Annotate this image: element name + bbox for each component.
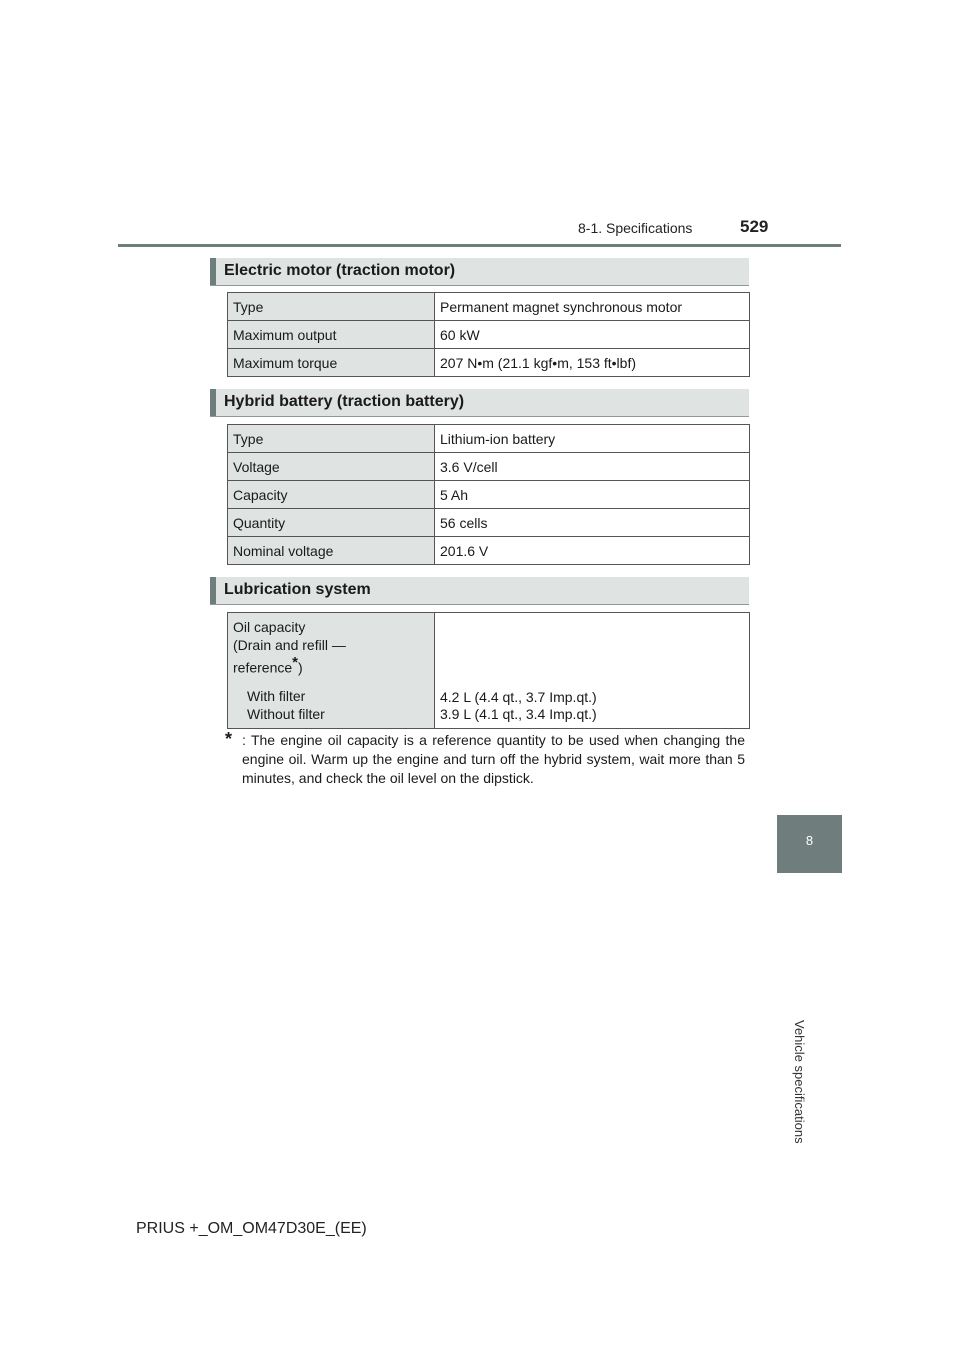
without-filter-label: Without filter	[247, 705, 325, 722]
table-row	[228, 453, 750, 481]
footnote-marker: *	[292, 654, 298, 671]
oil-capacity-values	[435, 613, 750, 729]
table-row	[228, 321, 750, 349]
spec-value: 5 Ah	[435, 481, 750, 509]
oil-key-line3	[233, 654, 429, 677]
section-title-lubrication: Lubrication system	[224, 581, 371, 598]
spec-value: 207 N•m (21.1 kgf•m, 153 ft•lbf)	[435, 349, 750, 377]
oil-key-line2: (Drain and refill —	[233, 637, 346, 653]
spec-key: Type	[228, 293, 435, 321]
section-title-motor: Electric motor (traction motor)	[224, 262, 456, 279]
footnote-star: *	[225, 729, 233, 749]
chapter-number: 8	[805, 833, 814, 848]
oil-key-line1: Oil capacity	[233, 619, 306, 635]
oil-capacity-key	[228, 613, 435, 729]
battery-spec-table	[227, 424, 750, 565]
spec-value: Permanent magnet synchronous motor	[435, 293, 750, 321]
spec-key: Maximum torque	[228, 349, 435, 377]
spec-key: Nominal voltage	[228, 537, 435, 565]
with-filter-label: With filter	[247, 687, 306, 704]
footnote-text: : The engine oil capacity is a reference quantity to be used when changing the engine oil. Warm up the engine and turn off the hybrid system, wait more than 5 minutes, and check the oil level on the dipstick.	[242, 732, 745, 786]
spec-key: Maximum output	[228, 321, 435, 349]
document-code: PRIUS +_OM_OM47D30E_(EE)	[136, 1220, 367, 1237]
table-row	[228, 509, 750, 537]
oil-key-close: )	[298, 659, 303, 676]
header-section-title: 8-1. Specifications	[578, 220, 693, 236]
spec-key: Capacity	[228, 481, 435, 509]
table-row	[228, 293, 750, 321]
header-divider	[118, 244, 841, 247]
footnote	[225, 730, 745, 788]
spec-value: 56 cells	[435, 509, 750, 537]
with-filter-value: 4.2 L (4.4 qt., 3.7 Imp.qt.)	[440, 688, 597, 705]
table-row	[228, 481, 750, 509]
motor-spec-table	[227, 292, 750, 377]
section-heading-motor	[210, 258, 749, 286]
section-heading-lubrication	[210, 577, 749, 605]
spec-key: Type	[228, 425, 435, 453]
section-title-battery: Hybrid battery (traction battery)	[224, 393, 465, 410]
section-heading-battery	[210, 389, 749, 417]
oil-key-reference: reference	[233, 659, 293, 676]
spec-value: Lithium-ion battery	[435, 425, 750, 453]
spec-key: Voltage	[228, 453, 435, 481]
without-filter-value: 3.9 L (4.1 qt., 3.4 Imp.qt.)	[440, 705, 597, 722]
lubrication-spec-table	[227, 612, 750, 729]
table-row	[228, 537, 750, 565]
table-row	[228, 613, 750, 729]
table-row	[228, 425, 750, 453]
spec-value: 60 kW	[435, 321, 750, 349]
spec-key: Quantity	[228, 509, 435, 537]
page-number: 529	[740, 217, 769, 236]
spec-value: 201.6 V	[435, 537, 750, 565]
spec-value: 3.6 V/cell	[435, 453, 750, 481]
table-row	[228, 349, 750, 377]
chapter-label-text: Vehicle specifications	[792, 1020, 807, 1144]
chapter-tab	[777, 815, 842, 873]
